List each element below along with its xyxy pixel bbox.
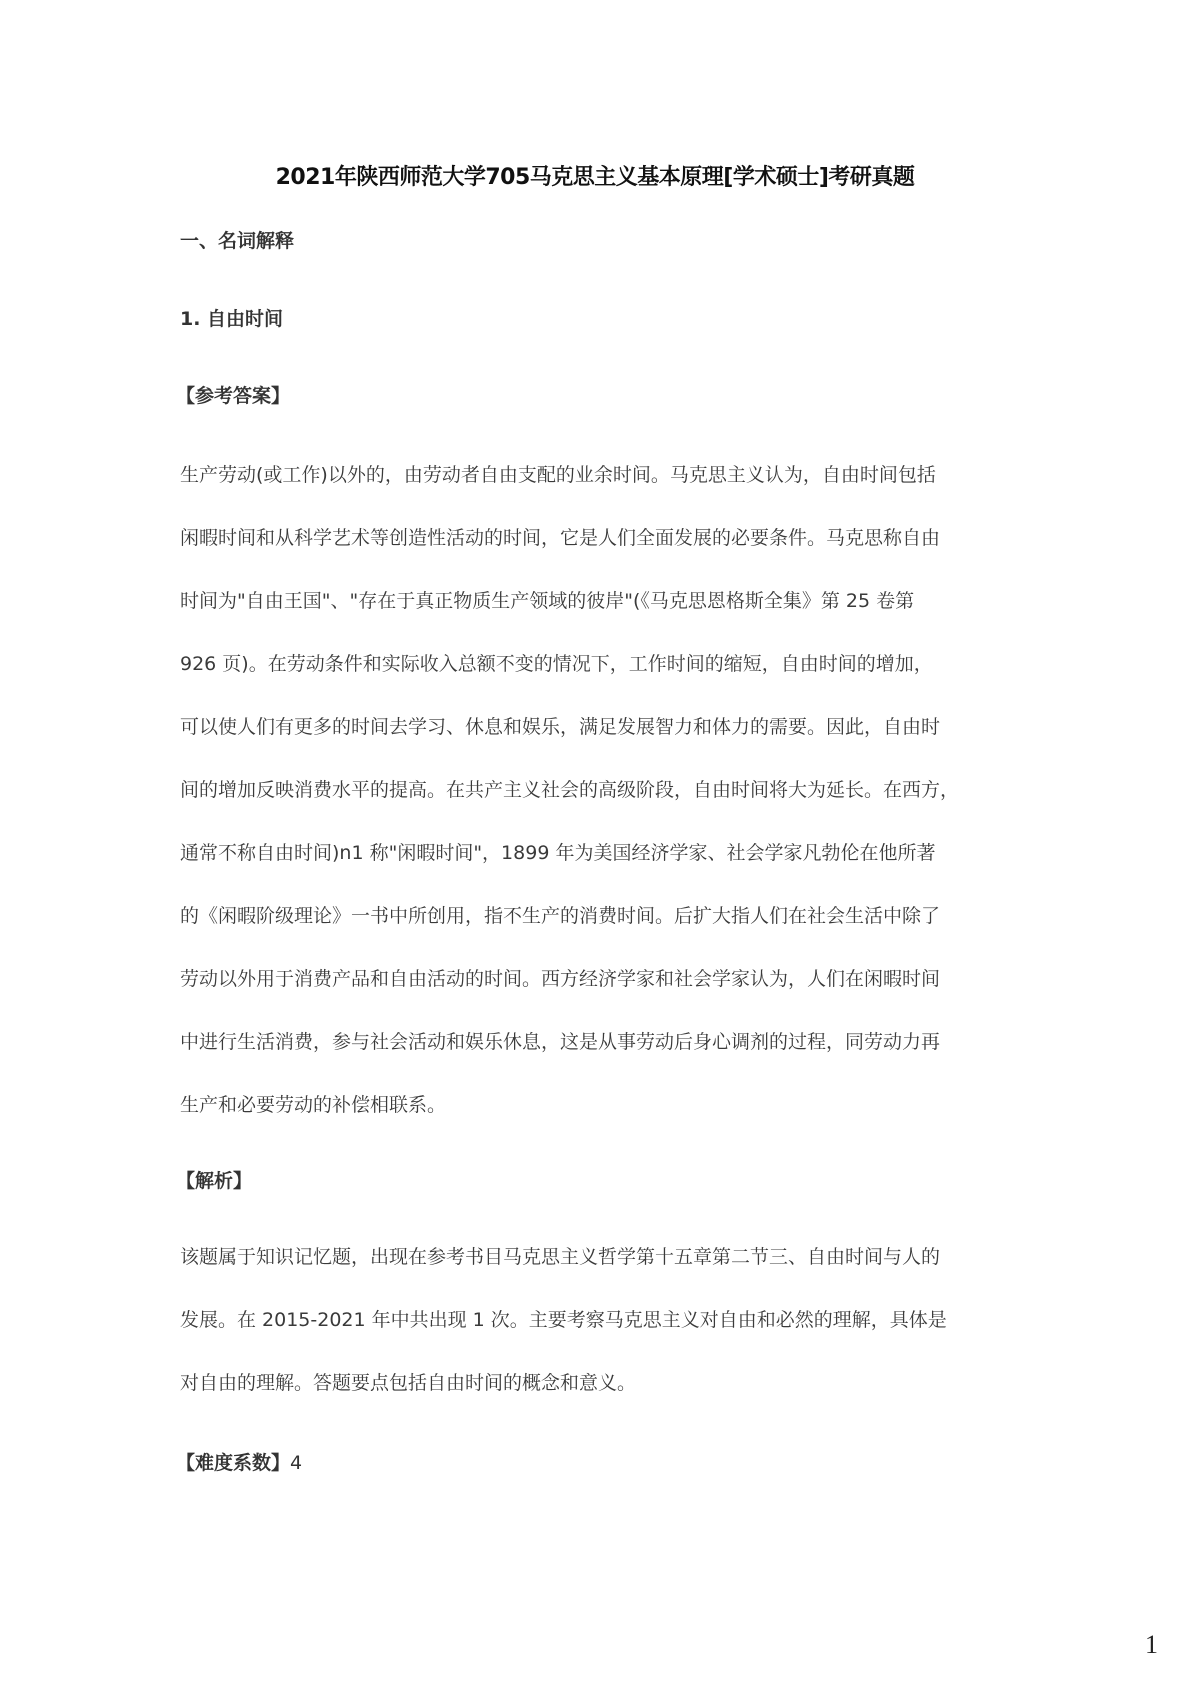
difficulty-row — [176, 1448, 302, 1475]
difficulty-label: 【难度系数】 — [176, 1452, 291, 1474]
answer-line: 可以使人们有更多的时间去学习、休息和娱乐，满足发展智力和体力的需要。因此，自由时 — [180, 716, 941, 738]
answer-line: 时间为"自由王国"、"存在于真正物质生产领域的彼岸"(《马克思恩格斯全集》第 25 卷第 — [180, 590, 915, 612]
difficulty-value: 4 — [290, 1452, 303, 1474]
answer-line: 生产和必要劳动的补偿相联系。 — [180, 1094, 447, 1116]
question-heading: 1. 自由时间 — [180, 308, 284, 330]
answer-line: 中进行生活消费，参与社会活动和娱乐休息，这是从事劳动后身心调剂的过程，同劳动力再 — [180, 1031, 941, 1053]
page-number: 1 — [1145, 1630, 1158, 1659]
analysis-line: 对自由的理解。答题要点包括自由时间的概念和意义。 — [180, 1372, 637, 1394]
analysis-line: 发展。在 2015-2021 年中共出现 1 次。主要考察马克思主义对自由和必然的理解，具体是 — [180, 1309, 947, 1331]
analysis-paragraph — [180, 1244, 1020, 1433]
answer-line: 生产劳动(或工作)以外的，由劳动者自由支配的业余时间。马克思主义认为，自由时间包括 — [180, 464, 936, 486]
document-title: 2021年陕西师范大学705马克思主义基本原理[学术硕士]考研真题 — [275, 165, 915, 190]
answer-line: 闲暇时间和从科学艺术等创造性活动的时间，它是人们全面发展的必要条件。马克思称自由 — [180, 527, 941, 549]
section-heading: 一、名词解释 — [180, 230, 295, 252]
answer-line: 劳动以外用于消费产品和自由活动的时间。西方经济学家和社会学家认为，人们在闲暇时间 — [180, 968, 941, 990]
answer-line: 的《闲暇阶级理论》一书中所创用，指不生产的消费时间。后扩大指人们在社会生活中除了 — [180, 905, 941, 927]
analysis-line: 该题属于知识记忆题，出现在参考书目马克思主义哲学第十五章第二节三、自由时间与人的 — [180, 1246, 941, 1268]
answer-line: 通常不称自由时间)n1 称"闲暇时间"，1899 年为美国经济学家、社会学家凡勃伦在他所著 — [180, 842, 936, 864]
analysis-label: 【解析】 — [176, 1170, 253, 1192]
answer-paragraph — [180, 462, 1020, 1155]
answer-label: 【参考答案】 — [176, 385, 291, 407]
answer-line: 926 页)。在劳动条件和实际收入总额不变的情况下，工作时间的缩短，自由时间的增加， — [180, 653, 933, 675]
answer-line: 间的增加反映消费水平的提高。在共产主义社会的高级阶段，自由时间将大为延长。在西方， — [180, 779, 960, 801]
